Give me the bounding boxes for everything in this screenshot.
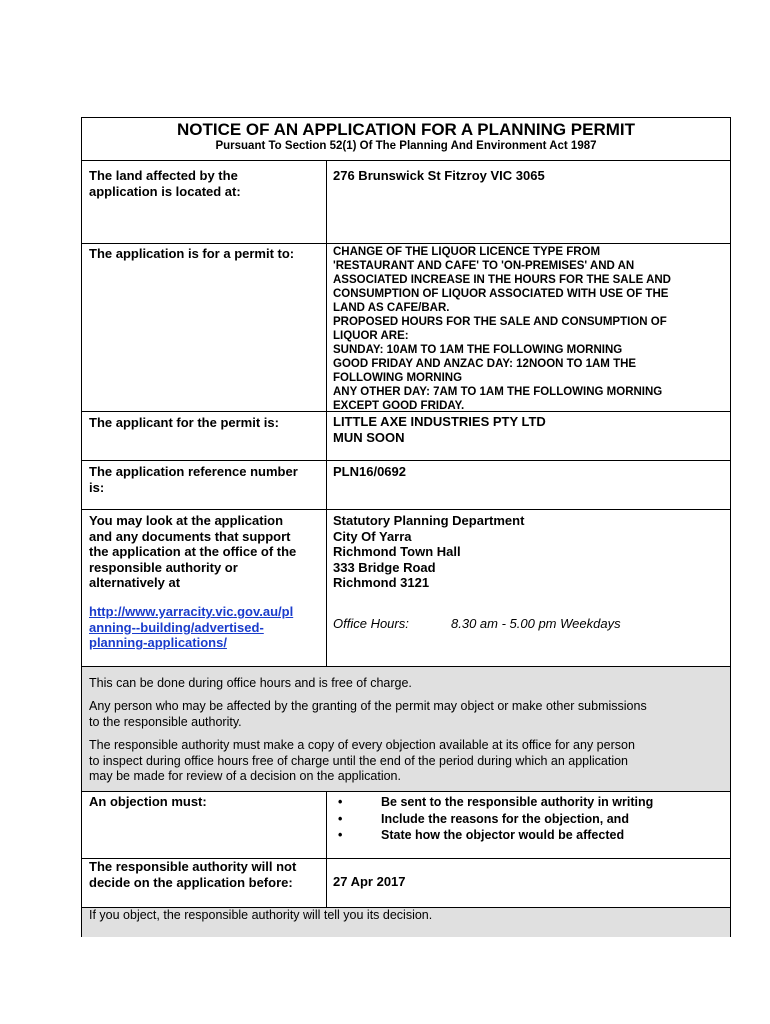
office-hours-value: 8.30 am - 5.00 pm Weekdays: [451, 616, 621, 631]
office-hours-label: Office Hours:: [333, 616, 409, 631]
bullet-icon: •: [338, 795, 343, 809]
column-divider: [326, 160, 327, 666]
info-free-of-charge: This can be done during office hours and is free of charge.: [89, 676, 412, 690]
notice-title: NOTICE OF AN APPLICATION FOR A PLANNING PERMIT: [176, 120, 636, 139]
bullet-icon: •: [338, 811, 343, 826]
planning-applications-link[interactable]: http://www.yarracity.vic.gov.au/pl anning--building/advertised- planning-applications/: [89, 604, 294, 650]
land-address: 276 Brunswick St Fitzroy VIC 3065: [333, 168, 545, 183]
decision-date-label: The responsible authority will not decide on the application before:: [89, 859, 297, 890]
inspect-label: You may look at the application and any documents that support the application at the office of the responsible authority or alternatively at: [89, 513, 297, 590]
divider: [82, 460, 730, 461]
divider: [82, 509, 730, 510]
permit-description: CHANGE OF THE LIQUOR LICENCE TYPE FROM 'RESTAURANT AND CAFE' TO 'ON-PREMISES' AND AN ASSOCIATED INCREASE IN THE HOURS FOR THE SALE AND CONSUMPTION OF LIQUOR ASSOCIATED WITH USE OF THE LAND AS CAFE/BAR. PROPOSED HOURS FOR THE SALE AND CONSUMPTION OF LIQUOR ARE: SUNDAY: 10AM TO 1AM THE FOLLOWING MORNING GOOD FRIDAY AND ANZAC DAY: 12NOON TO 1AM THE FOLLOWING MORNING ANY OTHER DAY: 7AM TO 1AM THE FOLLOWING MORNING EXCEPT GOOD FRIDAY.: [333, 246, 671, 412]
notice-subtitle: Pursuant To Section 52(1) Of The Planning And Environment Act 1987: [215, 140, 597, 152]
applicant-name: LITTLE AXE INDUSTRIES PTY LTD MUN SOON: [333, 414, 546, 445]
divider: [82, 791, 730, 792]
land-label: The land affected by the application is located at:: [89, 168, 241, 199]
reference-number: PLN16/0692: [333, 464, 406, 479]
bullet-icon: •: [338, 828, 343, 842]
applicant-label: The applicant for the permit is:: [89, 415, 279, 430]
reference-label: The application reference number is:: [89, 464, 298, 495]
info-copy-objection: The responsible authority must make a copy of every objection available at its office for any person to inspect during office hours free of charge until the end of the period during which an application may be made for review of a decision on the application.: [89, 738, 635, 783]
divider: [82, 243, 730, 244]
council-address: Statutory Planning Department City Of Yarra Richmond Town Hall 333 Bridge Road Richmond 3121: [333, 513, 525, 590]
permit-label: The application is for a permit to:: [89, 246, 295, 261]
column-divider: [326, 791, 327, 907]
info-objection-right: Any person who may be affected by the granting of the permit may object or make other submissions to the responsible authority.: [89, 699, 647, 729]
decision-date: 27 Apr 2017: [333, 874, 406, 889]
footer-note: If you object, the responsible authority will tell you its decision.: [89, 908, 433, 922]
divider: [82, 160, 730, 161]
planning-permit-notice: NOTICE OF AN APPLICATION FOR A PLANNING PERMIT Pursuant To Section 52(1) Of The Planning And Environment Act 1987 The land affected by the application is located at: 276 Brunswick St Fitzroy VIC 3065 The application is for a permit to: CHANGE OF THE LIQUOR LICENCE TYPE FROM 'RESTAURANT AND CAFE' TO 'ON-PREMISES' AND AN ASSOCIATED INCREASE IN THE HOURS FOR THE SALE AND CONSUMPTION OF LIQUOR ASSOCIATED WITH USE OF THE LAND AS CAFE/BAR. PROPOSED HOURS FOR THE SALE AND CONSUMPTION OF LIQUOR ARE: SUNDAY: 10AM TO 1AM THE FOLLOWING MORNING GOOD FRIDAY AND ANZAC DAY: 12NOON TO 1AM THE FOLLOWING MORNING ANY OTHER DAY: 7AM TO 1AM THE FOLLOWING MORNING EXCEPT GOOD FRIDAY. The applicant for the permit is: LITTLE AXE INDUSTRIES PTY LTD MUN SOON The application reference number is: PLN16/0692 You may look at the application and any documents that support the application at the office of the responsible authority or alternatively at http://www.yarracity.vic.gov.au/pl anning--building/advertised- planning-applications/ Statutory Planning Department City Of Yarra Richmond Town Hall 333 Bridge Road Richmond 3121 Office Hours: 8.30 am - 5.00 pm Weekdays This can be done during office hours and is free of charge. Any person who may be affected by the granting of the permit may object or make other submissions to the responsible authority. The responsible authority must make a copy of every objection available at its office for any person to inspect during office hours free of charge until the end of the period during which an application may be made for review of a decision on the application. An objection must: • Be sent to the responsible authority in writing • Include the reasons for the objection, and • State how the objector would be affected The responsible authority will not decide on the application before: 27 Apr 2017 If you object, the responsible authority will tell you its decision.: [81, 117, 731, 937]
objection-label: An objection must:: [89, 794, 207, 809]
